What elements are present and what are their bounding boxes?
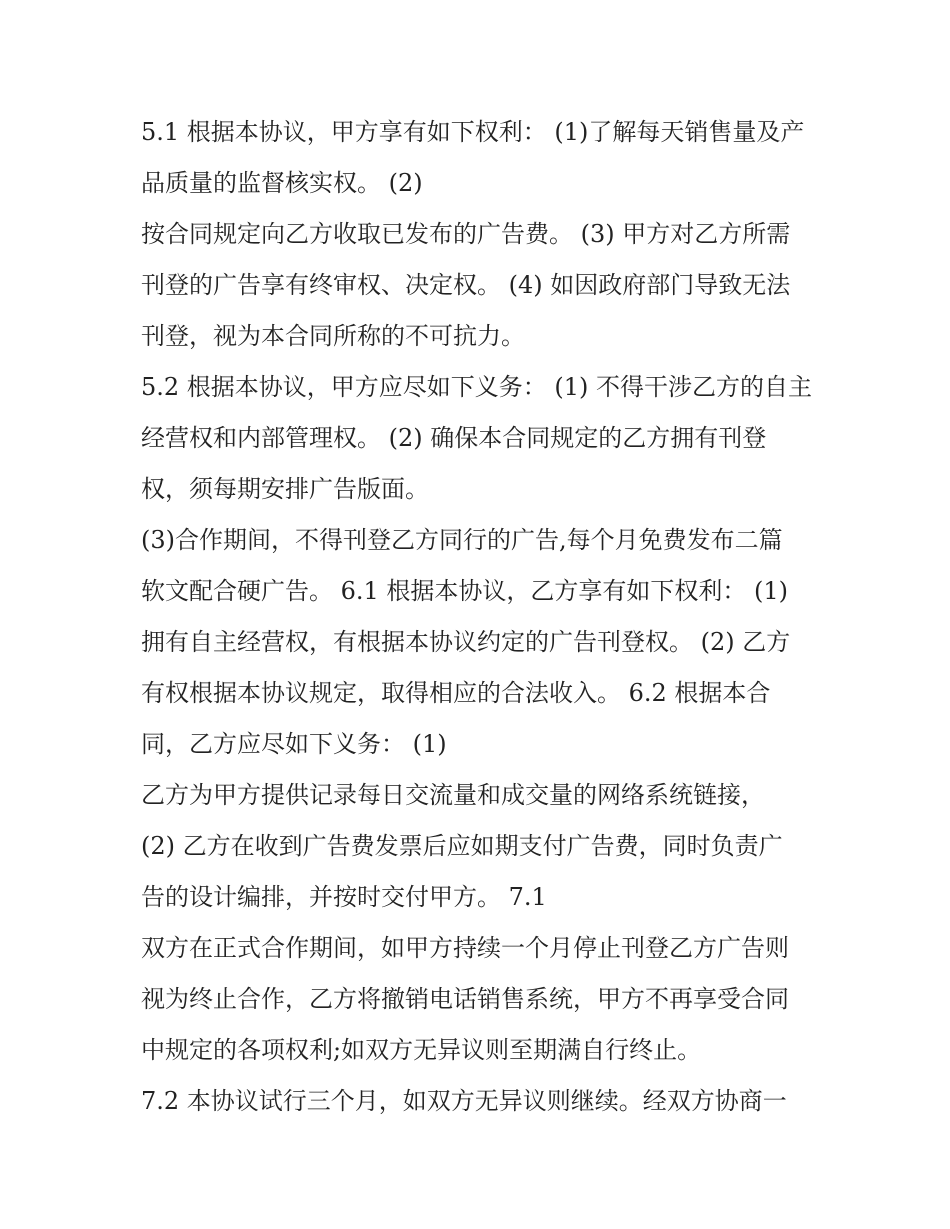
text-line: 刊登，视为本合同所称的不可抗力。 xyxy=(141,322,525,350)
text-line: 经营权和内部管理权。 (2) 确保本合同规定的乙方拥有刊登 xyxy=(141,424,767,452)
text-line: 刊登的广告享有终审权、决定权。 (4) 如因政府部门导致无法 xyxy=(141,271,791,299)
text-line: 中规定的各项权利;如双方无异议则至期满自行终止。 xyxy=(141,1036,702,1064)
text-line: (3)合作期间，不得刊登乙方同行的广告,每个月免费发布二篇 xyxy=(141,526,783,554)
text-line: 视为终止合作，乙方将撤销电话销售系统，甲方不再享受合同 xyxy=(141,985,789,1013)
text-line: (2) 乙方在收到广告费发票后应如期支付广告费，同时负责广 xyxy=(141,832,783,860)
contract-text xyxy=(141,107,821,1127)
text-line: 品质量的监督核实权。 (2) xyxy=(141,169,423,197)
text-line: 5.1 根据本协议，甲方享有如下权利： (1)了解每天销售量及产 xyxy=(141,118,805,146)
text-line: 拥有自主经营权，有根据本协议约定的广告刊登权。 (2) 乙方 xyxy=(141,628,791,656)
text-line: 5.2 根据本协议，甲方应尽如下义务： (1) 不得干涉乙方的自主 xyxy=(141,373,813,401)
text-line: 有权根据本协议规定，取得相应的合法收入。 6.2 根据本合 xyxy=(141,679,771,707)
text-line: 同，乙方应尽如下义务： (1) xyxy=(141,730,447,758)
text-line: 软文配合硬广告。 6.1 根据本协议，乙方享有如下权利： (1) xyxy=(141,577,789,605)
text-line: 按合同规定向乙方收取已发布的广告费。 (3) 甲方对乙方所需 xyxy=(141,220,791,248)
text-line: 7.2 本协议试行三个月，如双方无异议则继续。经双方协商一 xyxy=(141,1087,787,1115)
text-line: 权，须每期安排广告版面。 xyxy=(141,475,429,503)
text-line: 乙方为甲方提供记录每日交流量和成交量的网络系统链接， xyxy=(141,781,765,809)
text-line: 告的设计编排，并按时交付甲方。 7.1 xyxy=(141,883,547,911)
text-line: 双方在正式合作期间，如甲方持续一个月停止刊登乙方广告则 xyxy=(141,934,789,962)
